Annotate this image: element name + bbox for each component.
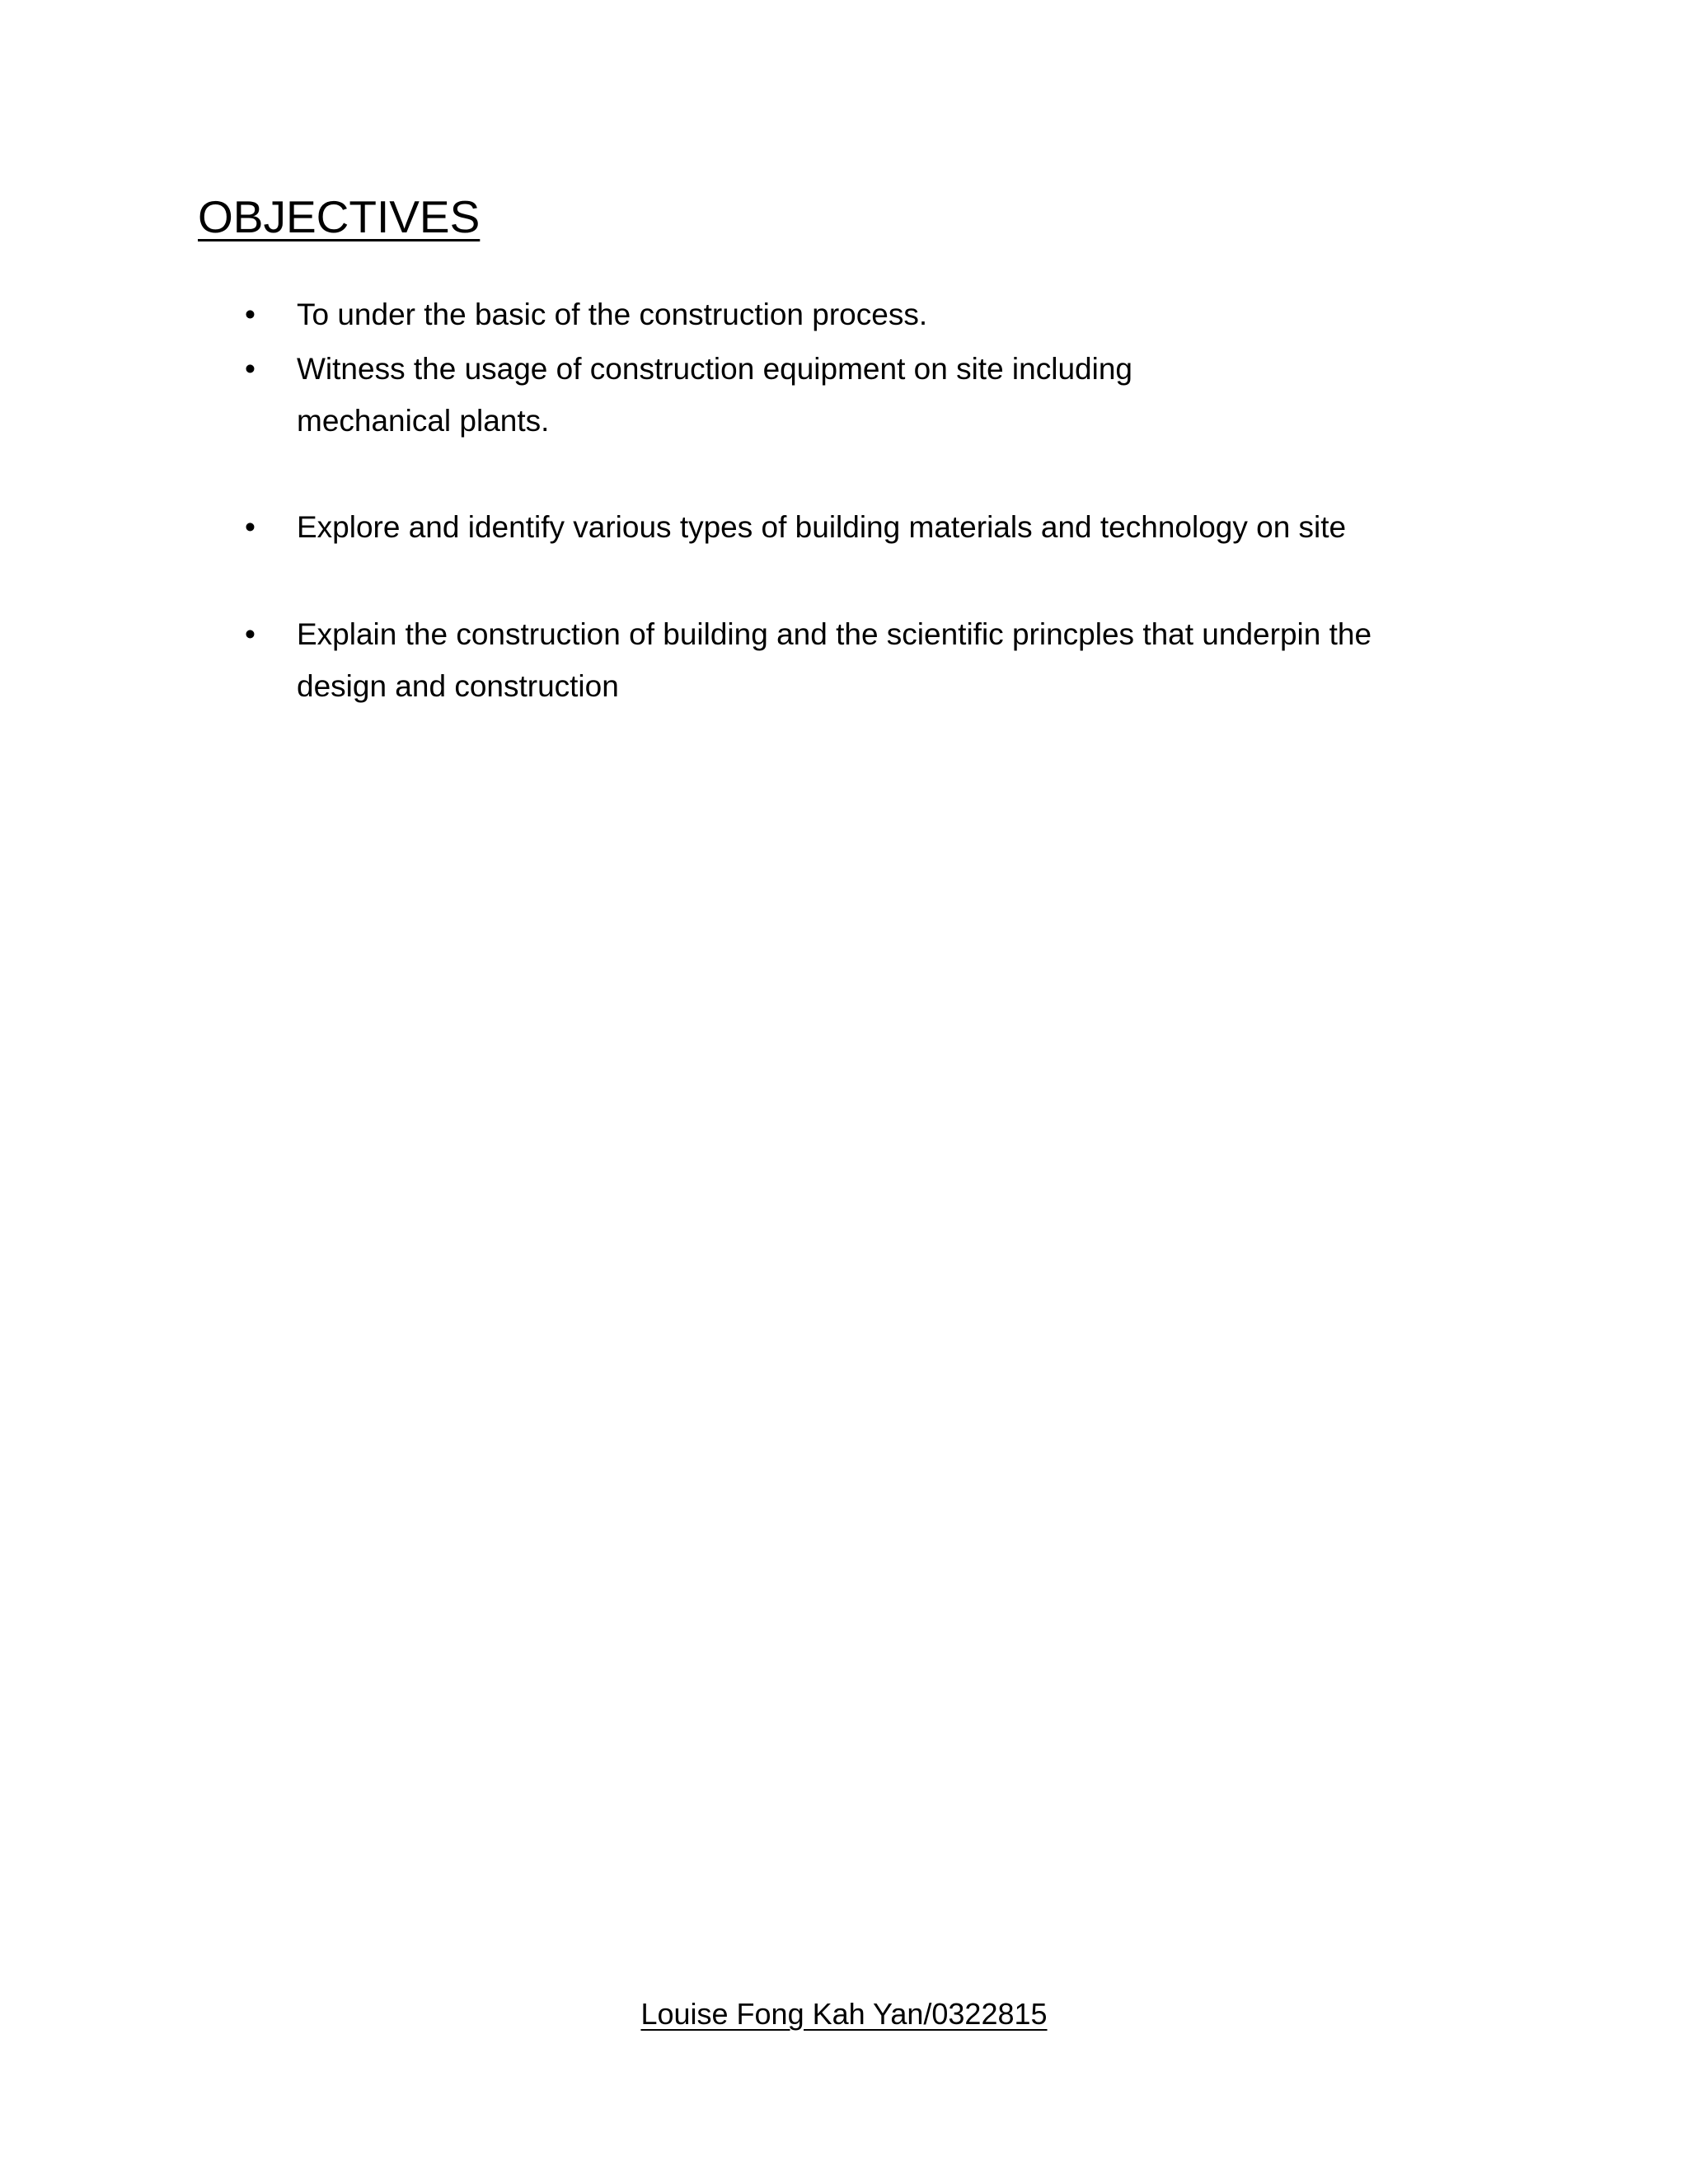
bullet-icon: • [245,352,256,386]
bullet-icon: • [245,298,256,331]
objective-text: Explain the construction of building and the scientific princples that underpin the design and construction [297,617,1372,703]
page-footer-author: Louise Fong Kah Yan/0322815 [640,1997,1048,2031]
objective-text: To under the basic of the construction process. [297,298,928,331]
bullet-icon: • [245,510,256,544]
objective-text: Witness the usage of construction equipment on site including mechanical plants. [297,352,1132,438]
bullet-icon: • [245,617,256,651]
objective-text: Explore and identify various types of building materials and technology on site [297,510,1347,544]
page-heading: OBJECTIVES [198,191,481,242]
